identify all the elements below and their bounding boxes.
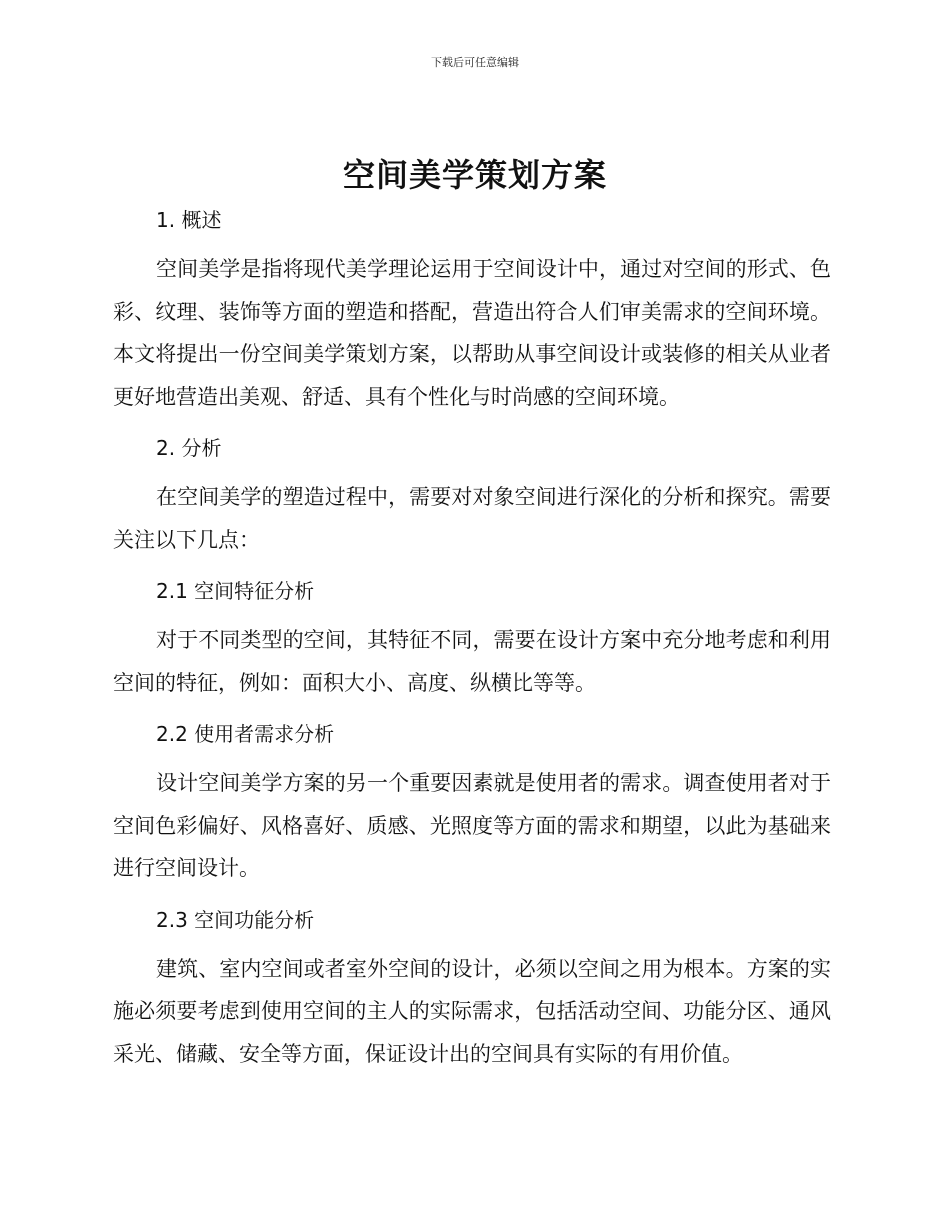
- section-paragraph-space-function: 建筑、室内空间或者室外空间的设计，必须以空间之用为根本。方案的实施必须要考虑到使用空间的主人的实际需求，包括活动空间、功能分区、通风采光、储藏、安全等方面，保证设计出的空间具有实际的有用价值。: [113, 956, 831, 1066]
- section-paragraph-analysis: 在空间美学的塑造过程中，需要对对象空间进行深化的分析和探究。需要关注以下几点：: [113, 485, 831, 552]
- section-heading-overview: 1. 概述: [156, 208, 222, 232]
- section-heading-space-function: 2.3 空间功能分析: [156, 907, 315, 932]
- section-paragraph-overview: 空间美学是指将现代美学理论运用于空间设计中，通过对空间的形式、色彩、纹理、装饰等方面的塑造和搭配，营造出符合人们审美需求的空间环境。本文将提出一份空间美学策划方案，以帮助从事空间设计或装修的相关从业者更好地营造出美观、舒适、具有个性化与时尚感的空间环境。: [113, 257, 831, 409]
- document-title: 空间美学策划方案: [342, 156, 607, 194]
- section-paragraph-space-features: 对于不同类型的空间，其特征不同，需要在设计方案中充分地考虑和利用空间的特征，例如：面积大小、高度、纵横比等等。: [113, 628, 831, 695]
- document-body: [113, 200, 831, 1085]
- page-header-note: 下载后可任意编辑: [431, 56, 519, 69]
- section-heading-user-needs: 2.2 使用者需求分析: [156, 722, 335, 746]
- section-heading-space-features: 2.1 空间特征分析: [156, 579, 315, 603]
- section-heading-analysis: 2. 分析: [156, 436, 222, 460]
- section-paragraph-user-needs: 设计空间美学方案的另一个重要因素就是使用者的需求。调查使用者对于空间色彩偏好、风格喜好、质感、光照度等方面的需求和期望，以此为基础来进行空间设计。: [113, 771, 831, 880]
